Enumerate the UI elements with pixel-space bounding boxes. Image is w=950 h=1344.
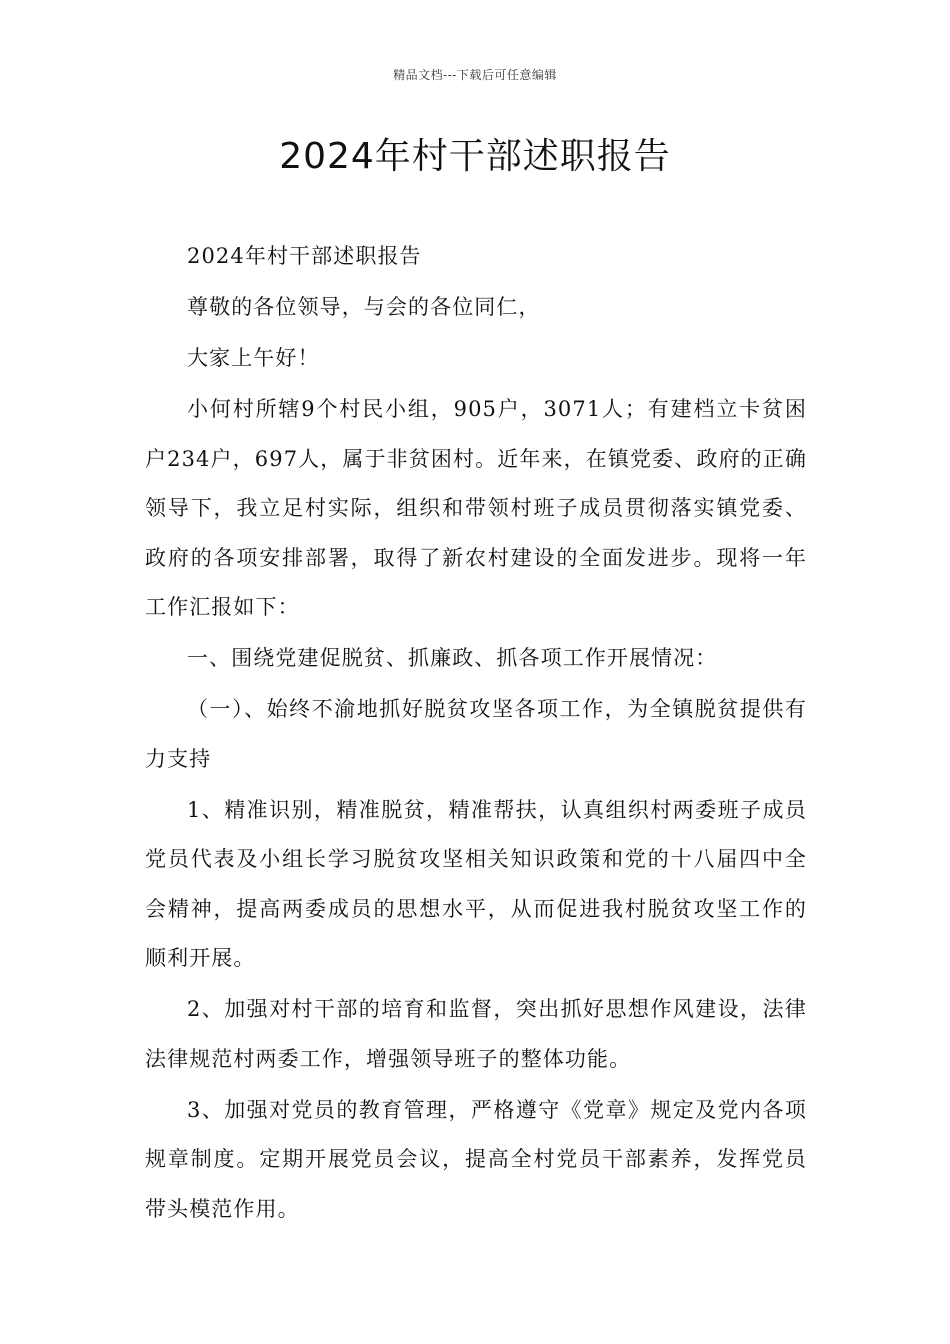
paragraph-subtitle: 2024年村干部述职报告	[187, 244, 422, 268]
paragraph-item-2: 2、加强对村干部的培育和监督，突出抓好思想作风建设，法律法律规范村两委工作，增强领导班子的整体功能。	[145, 997, 807, 1071]
header-note: 精品文档---下载后可任意编辑	[393, 68, 557, 82]
paragraph-greeting: 大家上午好！	[187, 346, 320, 370]
paragraph-subsection-heading: （一）、始终不渝地抓好脱贫攻坚各项工作，为全镇脱贫提供有力支持	[145, 697, 807, 771]
document-title: 2024年村干部述职报告	[279, 136, 671, 177]
document-body	[145, 232, 807, 1234]
paragraph-item-1: 1、精准识别，精准脱贫，精准帮扶，认真组织村两委班子成员党员代表及小组长学习脱贫攻坚相关知识政策和党的十八届四中全会精神，提高两委成员的思想水平，从而促进我村脱贫攻坚工作的顺利开展。	[145, 797, 807, 970]
paragraph-item-3: 3、加强对党员的教育管理，严格遵守《党章》规定及党内各项规章制度。定期开展党员会议，提高全村党员干部素养，发挥党员带头模范作用。	[145, 1097, 807, 1221]
paragraph-section-heading: 一、围绕党建促脱贫、抓廉政、抓各项工作开展情况：	[187, 646, 718, 670]
paragraph-salutation: 尊敬的各位领导，与会的各位同仁，	[187, 295, 541, 319]
paragraph-intro: 小何村所辖9个村民小组，905户，3071人；有建档立卡贫困户234户，697人，属于非贫困村。近年来，在镇党委、政府的正确领导下，我立足村实际，组织和带领村班子成员贯彻落实镇党委、政府的各项安排部署，取得了新农村建设的全面发进步。现将一年工作汇报如下：	[145, 397, 807, 619]
